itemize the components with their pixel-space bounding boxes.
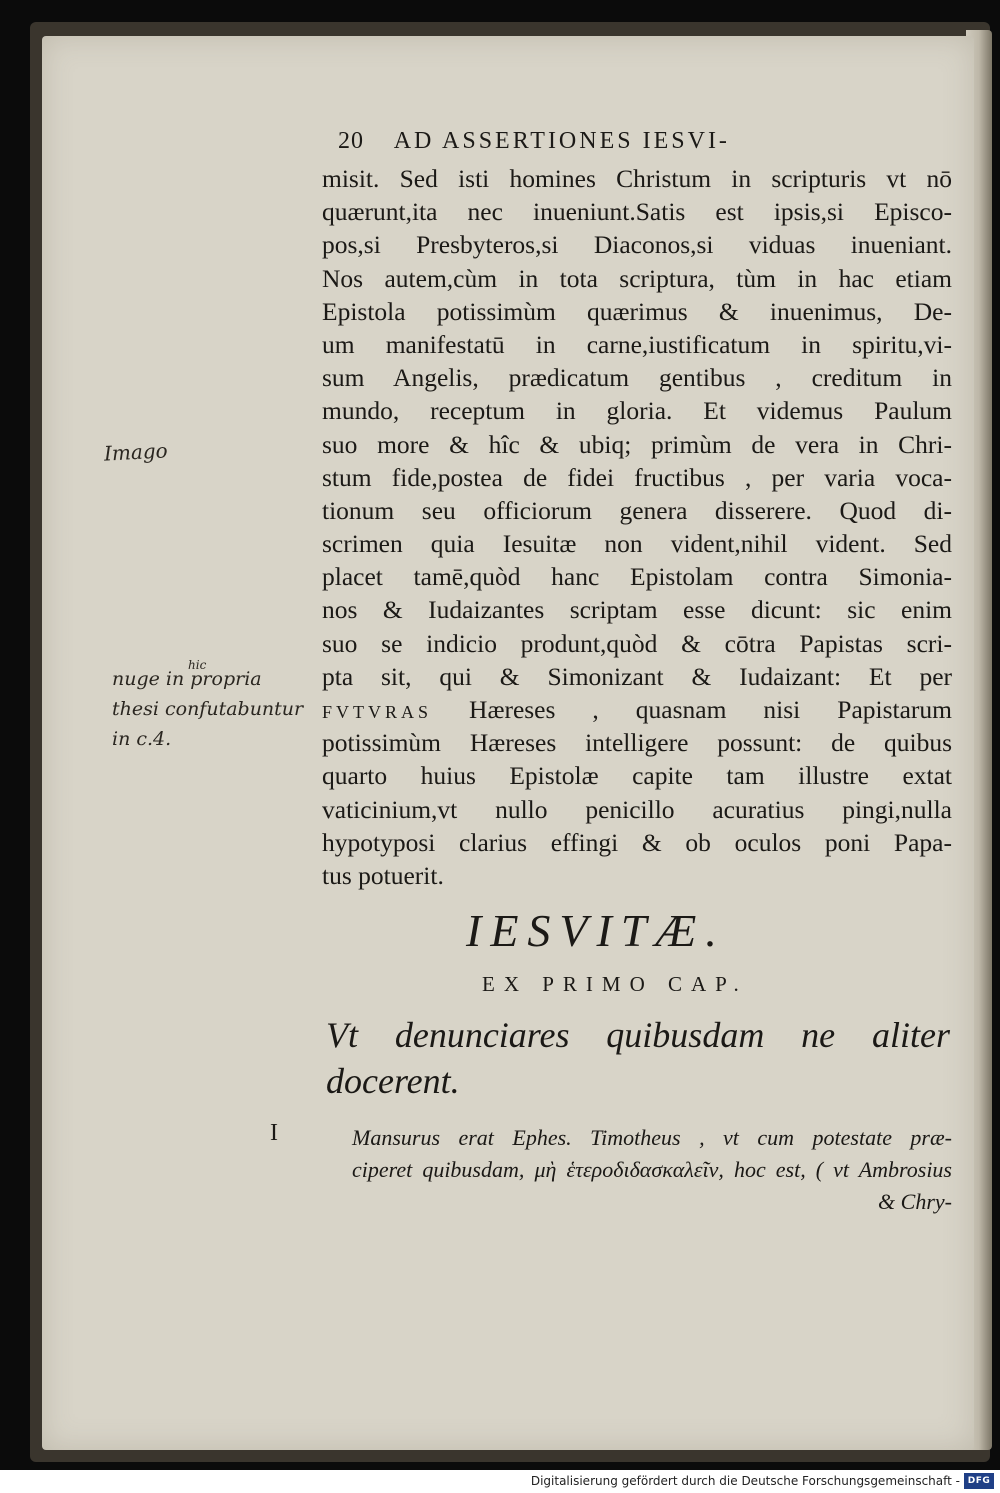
- running-head: [338, 128, 730, 155]
- section-number: I: [270, 1120, 278, 1146]
- body-line: quærunt,ita nec inueniunt.Satis est ipsis,si Episco-: [322, 197, 952, 227]
- body-line: misit. Sed isti homines Christum in scripturis vt nō: [322, 164, 952, 193]
- commentary-catchword: & Chry-: [878, 1189, 952, 1214]
- footer-credit: Digitalisierung gefördert durch die Deutsche Forschungsgemeinschaft -: [530, 1474, 960, 1488]
- smallcaps-word: FVTVRAS: [322, 702, 433, 722]
- lemma-line: docerent.: [326, 1061, 460, 1101]
- marginal-note-line: nuge in propria: [112, 668, 262, 690]
- body-line: vaticinium,vt nullo penicillo acuratius pingi,nulla: [322, 794, 952, 824]
- lemma-quotation: [326, 1012, 950, 1104]
- section-heading: IESVITÆ.: [466, 905, 726, 956]
- body-line: Epistola potissimùm quærimus & inuenimus, De-: [322, 296, 952, 326]
- body-text: [322, 162, 952, 892]
- page-number: 20: [338, 128, 364, 154]
- body-line-rest: Hæreses , quasnam nisi Papistarum: [432, 695, 952, 724]
- marginal-note-superscript: hic: [188, 658, 207, 672]
- commentary-line: Mansurus erat Ephes. Timotheus , vt cum potestate præ-: [352, 1125, 952, 1150]
- marginal-note-line: in c.4.: [112, 728, 172, 750]
- commentary-line: ciperet quibusdam, μὴ ἑτεροδιδασκαλεῖν, hoc est, ( vt Ambrosius: [352, 1157, 952, 1182]
- marginal-note-line: thesi confutabuntur: [112, 698, 304, 720]
- commentary-text: [352, 1122, 952, 1218]
- body-line: suo se indicio produnt,quòd & cōtra Papistas scri-: [322, 628, 952, 658]
- body-line: placet tamē,quòd hanc Epistolam contra Simonia-: [322, 562, 952, 592]
- body-line: suo more & hîc & ubiq; primùm de vera in Chri-: [322, 429, 952, 459]
- body-line: nos & Iudaizantes scriptam esse dicunt: sic enim: [322, 595, 952, 625]
- body-line: sum Angelis, prædicatum gentibus , creditum in: [322, 363, 952, 393]
- body-line: mundo, receptum in gloria. Et videmus Paulum: [322, 396, 952, 426]
- body-line: scrimen quia Iesuitæ non vident,nihil vident. Sed: [322, 529, 952, 559]
- running-head-title: AD ASSERTIONES IESVI-: [393, 128, 730, 154]
- body-line: um manifestatū in carne,iustificatum in spiritu,vi-: [322, 329, 952, 359]
- body-line: potissimùm Hæreses intelligere possunt: de quibus: [322, 728, 952, 758]
- body-line: hypotyposi clarius effingi & ob oculos poni Papa-: [322, 827, 952, 857]
- body-line: stum fide,postea de fidei fructibus , per varia voca-: [322, 462, 952, 492]
- body-line: tus potuerit.: [322, 860, 444, 890]
- section-subheading: EX PRIMO CAP.: [482, 972, 748, 996]
- marginal-note-imago: Imago: [103, 438, 169, 466]
- body-line: quarto huius Epistolæ capite tam illustre extat: [322, 761, 952, 791]
- lemma-line: Vt denunciares quibusdam ne aliter: [326, 1015, 950, 1055]
- marginal-note-nugae: [112, 658, 304, 754]
- dfg-logo: DFG: [964, 1473, 994, 1489]
- body-line: Nos autem,cùm in tota scriptura, tùm in hac etiam: [322, 263, 952, 293]
- body-line-futuras: [322, 693, 952, 726]
- body-line: tionum seu officiorum genera disserere. Quod di-: [322, 495, 952, 525]
- body-line: pos,si Presbyteros,si Diaconos,si viduas inueniant.: [322, 230, 952, 260]
- body-line: pta sit, qui & Simonizant & Iudaizant: Et per: [322, 661, 952, 691]
